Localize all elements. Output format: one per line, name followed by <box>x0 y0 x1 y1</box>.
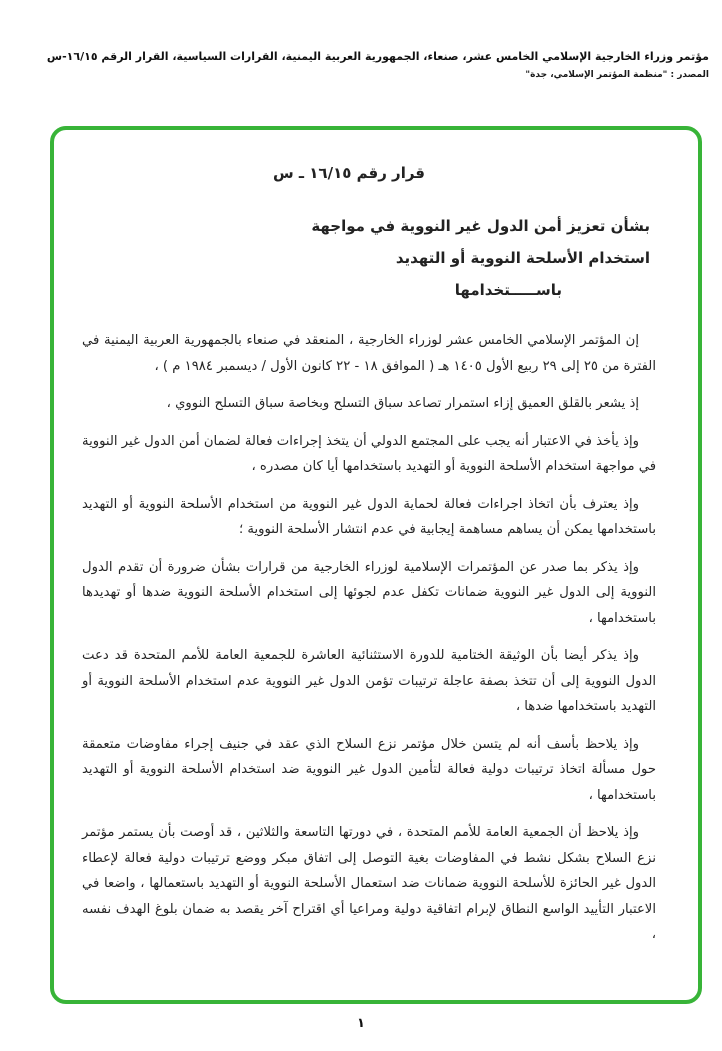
resolution-title-line-2: استخدام الأسلحة النووية أو التهديد <box>395 249 650 267</box>
paragraph-noting-regret: وإذ يلاحظ بأسف أنه لم يتسن خلال مؤتمر نزع السلاح الذي عقد في جنيف إجراء مفاوضات متعمقة حول مسألة اتخاذ ترتيبات دولية فعالة لتأمين الدول غير النووية ضد استخدام الأسلحة النووية أو التهديد باستخدامها ، <box>82 736 656 803</box>
resolution-title-line-1: بشأن تعزيز أمن الدول غير النووية في مواجهة <box>311 217 650 235</box>
header-citation: مؤتمر وزراء الخارجية الإسلامي الخامس عشر، صنعاء، الجمهورية العربية اليمنية، القرارات السياسية، القرار الرقم ١٦/١٥-س <box>46 50 709 63</box>
header-source: المصدر : "منظمة المؤتمر الإسلامي، جدة" <box>525 70 709 80</box>
paragraph-preamble: إن المؤتمر الإسلامي الخامس عشر لوزراء الخارجية ، المنعقد في صنعاء بالجمهورية العربية اليمنية في الفترة من ٢٥ إلى ٢٩ ربيع الأول ١٤٠٥ هـ ( الموافق ١٨ - ٢٢ كانون الأول / ديسمبر ١٩٨٤ م ) ، <box>82 333 656 374</box>
paragraph-consideration: وإذ يأخذ في الاعتبار أنه يجب على المجتمع الدولي أن يتخذ إجراءات فعالة لضمان أمن الدول غير النووية في مواجهة استخدام الأسلحة النووية أو التهديد باستخدامها أيا كان مصدره ، <box>82 433 656 474</box>
resolution-title <box>82 210 650 306</box>
paragraph-concern: إذ يشعر بالقلق العميق إزاء استمرار تصاعد سباق التسلح وبخاصة سباق التسلح النووي ، <box>166 396 639 411</box>
resolution-body <box>82 328 656 948</box>
paragraph-recalling: وإذ يذكر بما صدر عن المؤتمرات الإسلامية لوزراء الخارجية من قرارات بشأن ضرورة أن تقدم الدول النووية إلى الدول غير النووية ضمانات تكفل عدم لجوئها إلى استخدام الأسلحة النووية ضدها أو تهديدها باستخدامها ، <box>82 559 656 626</box>
paragraph-recalling-also: وإذ يذكر أيضا بأن الوثيقة الختامية للدورة الاستثنائية العاشرة للجمعية العامة للأمم المتحدة قد دعت الدول النووية إلى أن تتخذ بصفة عاجلة ترتيبات تؤمن الدول غير النووية عدم استخدام الأسلحة النووية أو التهديد باستخدامها ضدها ، <box>82 648 656 714</box>
document-frame <box>50 126 702 1004</box>
paragraph-recognition: وإذ يعترف بأن اتخاذ اجراءات فعالة لحماية الدول غير النووية من استخدام الأسلحة النووية أو التهديد باستخدامها يمكن أن يساهم مساهمة إيجابية في عدم انتشار الأسلحة النووية ؛ <box>82 496 656 537</box>
paragraph-noting-assembly: وإذ يلاحظ أن الجمعية العامة للأمم المتحدة ، في دورتها التاسعة والثلاثين ، قد أوصت بأن يستمر مؤتمر نزع السلاح بشكل نشط في المفاوضات بغية التوصل إلى اتفاق مبكر ووضع ترتيبات دولية فعالة لإعطاء الدول غير الحائزة للأسلحة النووية ضمانات ضد استعمال الأسلحة النووية أو التهديد باستعمالها ، واضعا في الاعتبار التأييد الواسع النطاق لإبرام اتفاقية دولية ومراعيا أي اقتراح آخر يقصد به ضمان بلوغ الهدف نفسه ، <box>82 825 656 942</box>
resolution-number: قرار رقم ١٦/١٥ ـ س <box>273 164 425 182</box>
document-header <box>13 50 709 80</box>
resolution-title-line-3: باســـــتخدامها <box>454 281 562 299</box>
page-number: ١ <box>357 1016 365 1031</box>
